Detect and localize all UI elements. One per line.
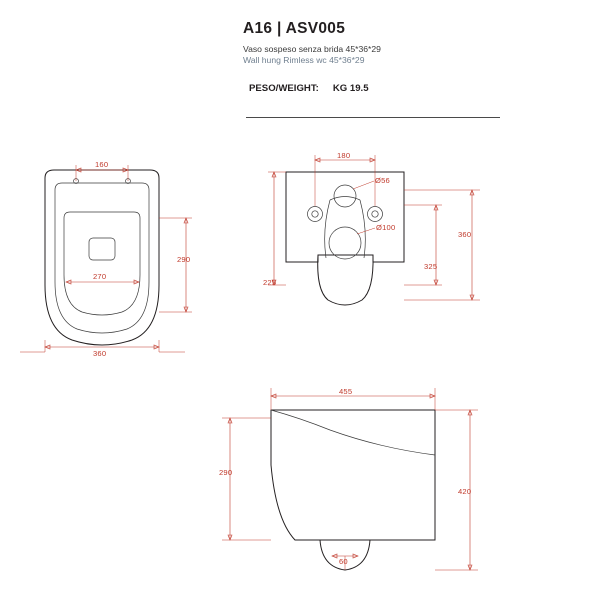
- front-dim-325-label: 325: [424, 262, 438, 271]
- front-dim-180-label: 180: [337, 151, 351, 160]
- front-dim-225-label: 225: [263, 278, 277, 287]
- front-dim-360-label: 360: [458, 230, 472, 239]
- side-dim-60-label: 60: [339, 557, 348, 566]
- page-title: A16 | ASV005: [243, 20, 346, 37]
- side-dim-455-label: 455: [339, 387, 353, 396]
- top-dim-160-label: 160: [95, 160, 109, 169]
- top-dim-270-label: 270: [93, 272, 107, 281]
- top-dim-360-label: 360: [93, 349, 107, 358]
- side-dim-290-label: 290: [219, 468, 233, 477]
- subtitle-italian: Vaso sospeso senza brida 45*36*29: [243, 44, 381, 54]
- subtitle-english: Wall hung Rimless wc 45*36*29: [243, 55, 365, 65]
- side-body-profile: [271, 410, 435, 540]
- top-dim-290-label: 290: [177, 255, 191, 264]
- side-top-contour: [271, 410, 435, 455]
- weight-label: PESO/WEIGHT:: [249, 83, 319, 94]
- weight-value: KG 19.5: [332, 83, 369, 94]
- side-dim-420-label: 420: [458, 487, 472, 496]
- front-dim-d56-label: Ø56: [375, 176, 390, 185]
- front-dim-d100-label: Ø100: [376, 223, 396, 232]
